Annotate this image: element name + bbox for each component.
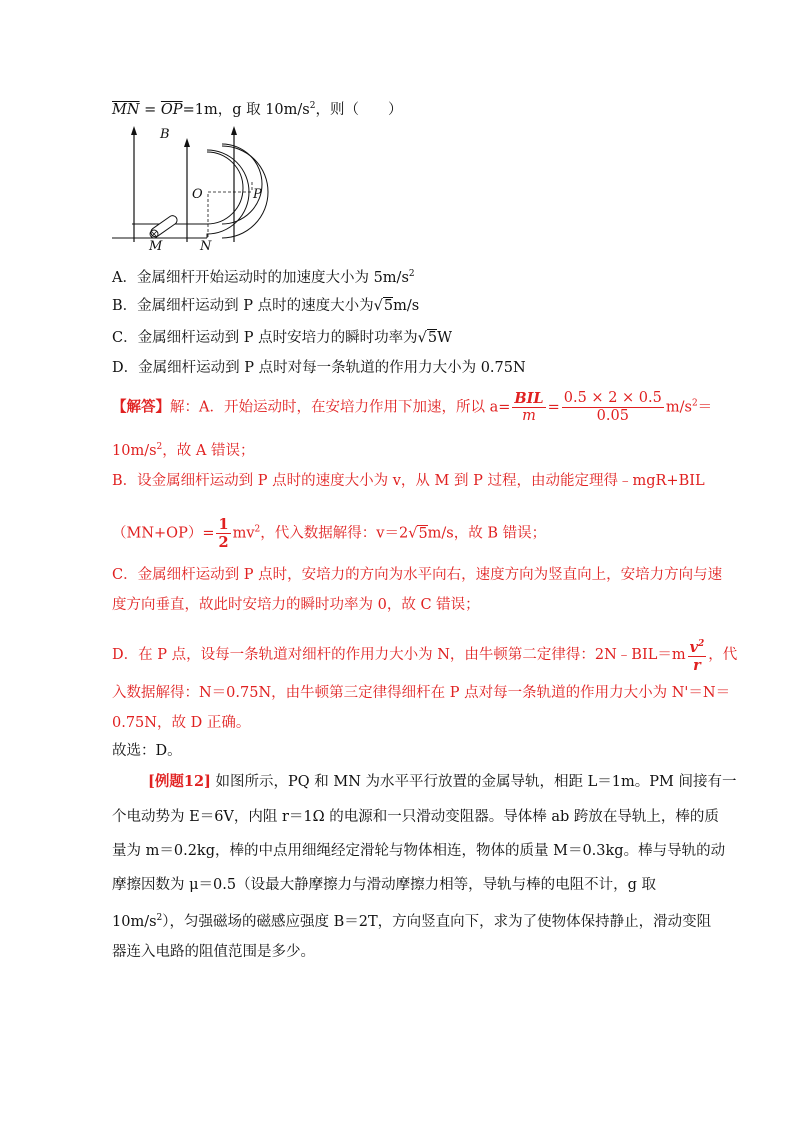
solution-c-line2: 度方向垂直，故此时安培力的瞬时功率为 0，故 C 错误；: [112, 597, 480, 613]
example-line6: 器连入电路的阻值范围是多少。: [112, 944, 315, 960]
option-b: B．金属细杆运动到 P 点时的速度大小为√5m/s: [112, 298, 420, 314]
solution-a-line1: 【解答】解：A．开始运动时，在安培力作用下加速，所以 a= $\frac{\text{BIL}}{m}$ = $\frac{0.5 \times 2 \times 0.5}{0.05}$ $m/s^2=$: [112, 390, 713, 424]
example-line4: 摩擦因数为 μ＝0.5（设最大静摩擦力与滑动摩擦力相等，导轨与棒的电阻不计，g 取: [112, 877, 656, 893]
solution-a-line2: $10m/s^2$，故 A 错误；: [112, 442, 255, 459]
solution-b-line2: （MN+OP）= $\frac{1}{2}$ $mv^2$，代入数据解得：v＝2√5m/s，故 B 错误；: [112, 516, 547, 551]
example-tag: [例题12]: [148, 773, 211, 790]
label-n: N: [200, 239, 212, 254]
option-d: D．金属细杆运动到 P 点时对每一条轨道的作用力大小为 0.75N: [112, 360, 526, 376]
label-o: O: [192, 187, 203, 202]
option-c: C．金属细杆运动到 P 点时安培力的瞬时功率为√5W: [112, 330, 452, 346]
example-line2: 个电动势为 E＝6V，内阻 r＝1Ω 的电源和一只滑动变阻器。导体棒 ab 跨放在导轨上，棒的质: [112, 809, 719, 825]
b-field-arrowhead-2: [184, 138, 190, 147]
solution-tag: 【解答】: [112, 398, 170, 416]
rail-diagram: [112, 122, 282, 254]
b-field-arrowhead-3: [231, 126, 237, 135]
option-a: A．金属细杆开始运动时的加速度大小为 $5m/s^2$: [112, 269, 415, 286]
solution-c-line1: C．金属细杆运动到 P 点时，安培力的方向为水平向右，速度方向为竖直向上，安培力方向与速: [112, 567, 723, 583]
segment-op: $\overline{OP}$: [160, 101, 183, 118]
segment-mn: $\overline{MN}$: [112, 101, 140, 118]
example-line3: 量为 m＝0.2kg，棒的中点用细绳经定滑轮与物体相连，物体的质量 M＝0.3kg。棒与导轨的动: [112, 843, 726, 859]
label-p: P: [253, 187, 262, 202]
solution-d-line1: D．在 P 点，设每一条轨道对细杆的作用力大小为 N，由牛顿第二定律得：2N﹣BIL＝m $\frac{v^2}{r}$ ，代: [112, 636, 737, 674]
given-line: $\overline{MN} = \overline{OP}=1m$，g 取 $10m/s^2$，则（ ）: [112, 101, 403, 118]
solution-b-line1: B．设金属细杆运动到 P 点时的速度大小为 v，从 M 到 P 过程，由动能定理得﹣mgR+BIL: [112, 473, 705, 489]
answer: 故选：D。: [112, 743, 182, 759]
label-b: B: [160, 127, 170, 142]
solution-d-line3: 0.75N，故 D 正确。: [112, 715, 251, 731]
label-m: M: [149, 239, 163, 254]
example-line1: [例题12] 如图所示，PQ 和 MN 为水平平行放置的金属导轨，相距 L＝1m。PM 间接有一: [148, 773, 737, 790]
example-line5: $10m/s^2$），匀强磁场的磁感应强度 B＝2T，方向竖直向下，求为了使物体保持静止，滑动变阻: [112, 913, 712, 930]
b-field-arrowhead-1: [131, 126, 137, 135]
solution-d-line2: 入数据解得：N＝0.75N，由牛顿第三定律得细杆在 P 点对每一条轨道的作用力大小为 N'＝N＝: [112, 685, 731, 701]
